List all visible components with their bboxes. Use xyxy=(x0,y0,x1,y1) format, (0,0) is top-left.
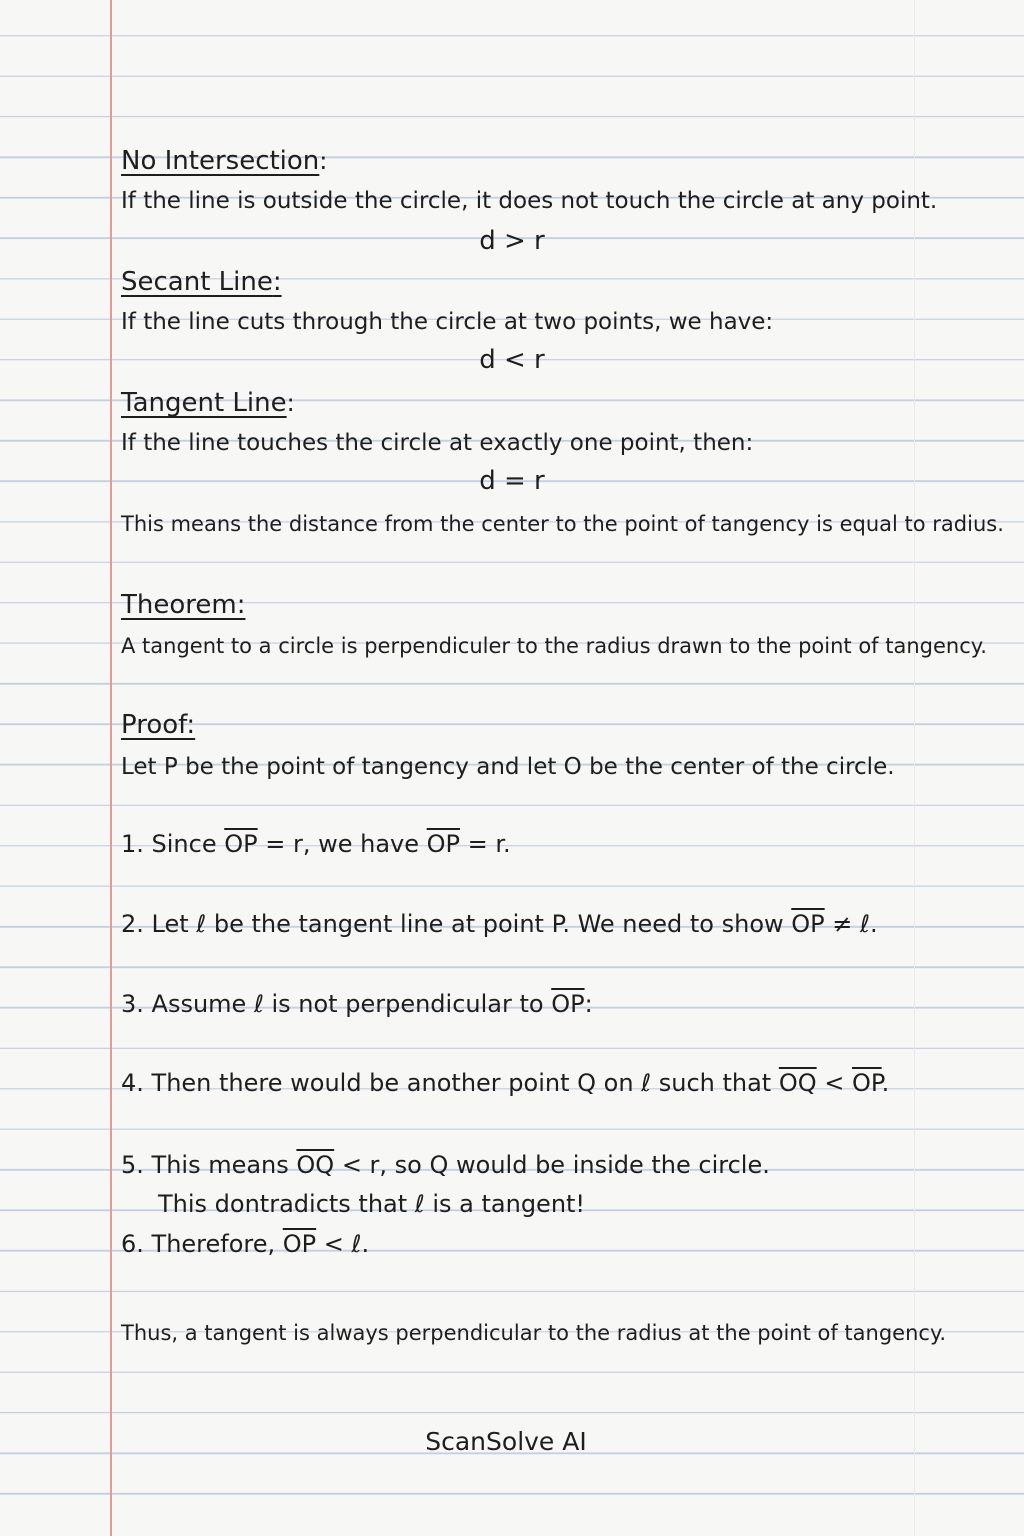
line-symbol: ℓ xyxy=(860,910,870,938)
line-symbol: ℓ xyxy=(196,910,207,938)
line-symbol: ℓ xyxy=(641,1069,652,1097)
proof-step-5-continued xyxy=(158,1189,585,1219)
tangent-heading: Tangent Line xyxy=(121,388,287,418)
step-text: . xyxy=(881,1069,890,1097)
no-intersection-text: If the line is outside the circle, it does not touch the circle at any point. xyxy=(121,188,938,214)
segment-op: $\overline{OP}$ xyxy=(224,830,258,858)
segment-oq: $\overline{OQ}$ xyxy=(778,1069,817,1097)
step-text: < xyxy=(316,1230,352,1258)
proof-step-3 xyxy=(121,989,593,1019)
line-symbol: ℓ xyxy=(351,1230,362,1258)
theorem-heading: Theorem: xyxy=(121,590,246,620)
secant-formula: d < r xyxy=(479,345,545,375)
scansolve-brand: ScanSolve AI xyxy=(425,1427,587,1456)
step-text: be the tangent line at point P. We need to show xyxy=(206,910,792,938)
proof-heading-line xyxy=(121,710,195,740)
proof-step-2 xyxy=(121,909,878,939)
step-text: < xyxy=(816,1069,852,1097)
step-text: < r, so Q would be inside the circle. xyxy=(334,1151,770,1179)
step-text: 4. Then there would be another point Q on xyxy=(121,1069,642,1097)
step-text: . xyxy=(361,1230,370,1258)
tangent-heading-line xyxy=(121,388,295,418)
segment-oq: $\overline{OQ}$ xyxy=(296,1151,335,1179)
proof-step-4 xyxy=(121,1068,889,1098)
tangent-formula: d = r xyxy=(479,466,545,496)
step-text: 1. Since xyxy=(121,830,225,858)
secant-text: If the line cuts through the circle at two points, we have: xyxy=(121,309,774,335)
heading-colon: : xyxy=(319,147,328,175)
segment-op: $\overline{OP}$ xyxy=(282,1230,317,1258)
proof-step-6 xyxy=(121,1229,369,1259)
step-text: 5. This means xyxy=(121,1151,297,1179)
no-intersection-heading-line xyxy=(121,146,327,176)
no-intersection-heading: No Intersection xyxy=(121,146,320,176)
secant-heading-line xyxy=(121,267,282,297)
theorem-heading-line xyxy=(121,590,245,620)
step-text: : xyxy=(584,990,593,1018)
proof-step-1 xyxy=(121,829,511,859)
step-text: is a tangent! xyxy=(424,1190,586,1218)
step-text: is not perpendicular to xyxy=(263,990,552,1018)
step-text: such that xyxy=(651,1069,779,1097)
proof-heading: Proof: xyxy=(121,710,196,740)
line-symbol: ℓ xyxy=(253,990,264,1018)
step-text: This dontradicts that xyxy=(158,1190,415,1218)
segment-op: $\overline{OP}$ xyxy=(852,1069,882,1097)
step-text: 2. Let xyxy=(121,910,197,938)
step-text: = r, we have xyxy=(257,830,427,858)
proof-step-5 xyxy=(121,1150,770,1180)
secant-heading: Secant Line xyxy=(121,267,273,297)
step-text: 3. Assume xyxy=(121,990,254,1018)
heading-colon: : xyxy=(286,389,295,417)
segment-op: $\overline{OP}$ xyxy=(791,910,825,938)
tangent-text: If the line touches the circle at exactly one point, then: xyxy=(121,430,754,456)
step-text: ≠ xyxy=(824,910,861,938)
proof-conclusion: Thus, a tangent is always perpendicular to the radius at the point of tangency. xyxy=(121,1321,947,1345)
line-symbol: ℓ xyxy=(414,1190,425,1218)
step-text: 6. Therefore, xyxy=(121,1230,283,1258)
segment-op: $\overline{OP}$ xyxy=(426,830,461,858)
segment-op: $\overline{OP}$ xyxy=(551,990,585,1018)
theorem-text: A tangent to a circle is perpendiculer to the radius drawn to the point of tangency. xyxy=(121,634,987,658)
proof-intro: Let P be the point of tangency and let O be the center of the circle. xyxy=(121,754,895,780)
step-text: = r. xyxy=(460,830,511,858)
tangent-note: This means the distance from the center to the point of tangency is equal to radius. xyxy=(121,512,1004,536)
heading-colon: : xyxy=(272,267,282,297)
no-intersection-formula: d > r xyxy=(479,226,545,256)
step-text: . xyxy=(869,910,878,938)
